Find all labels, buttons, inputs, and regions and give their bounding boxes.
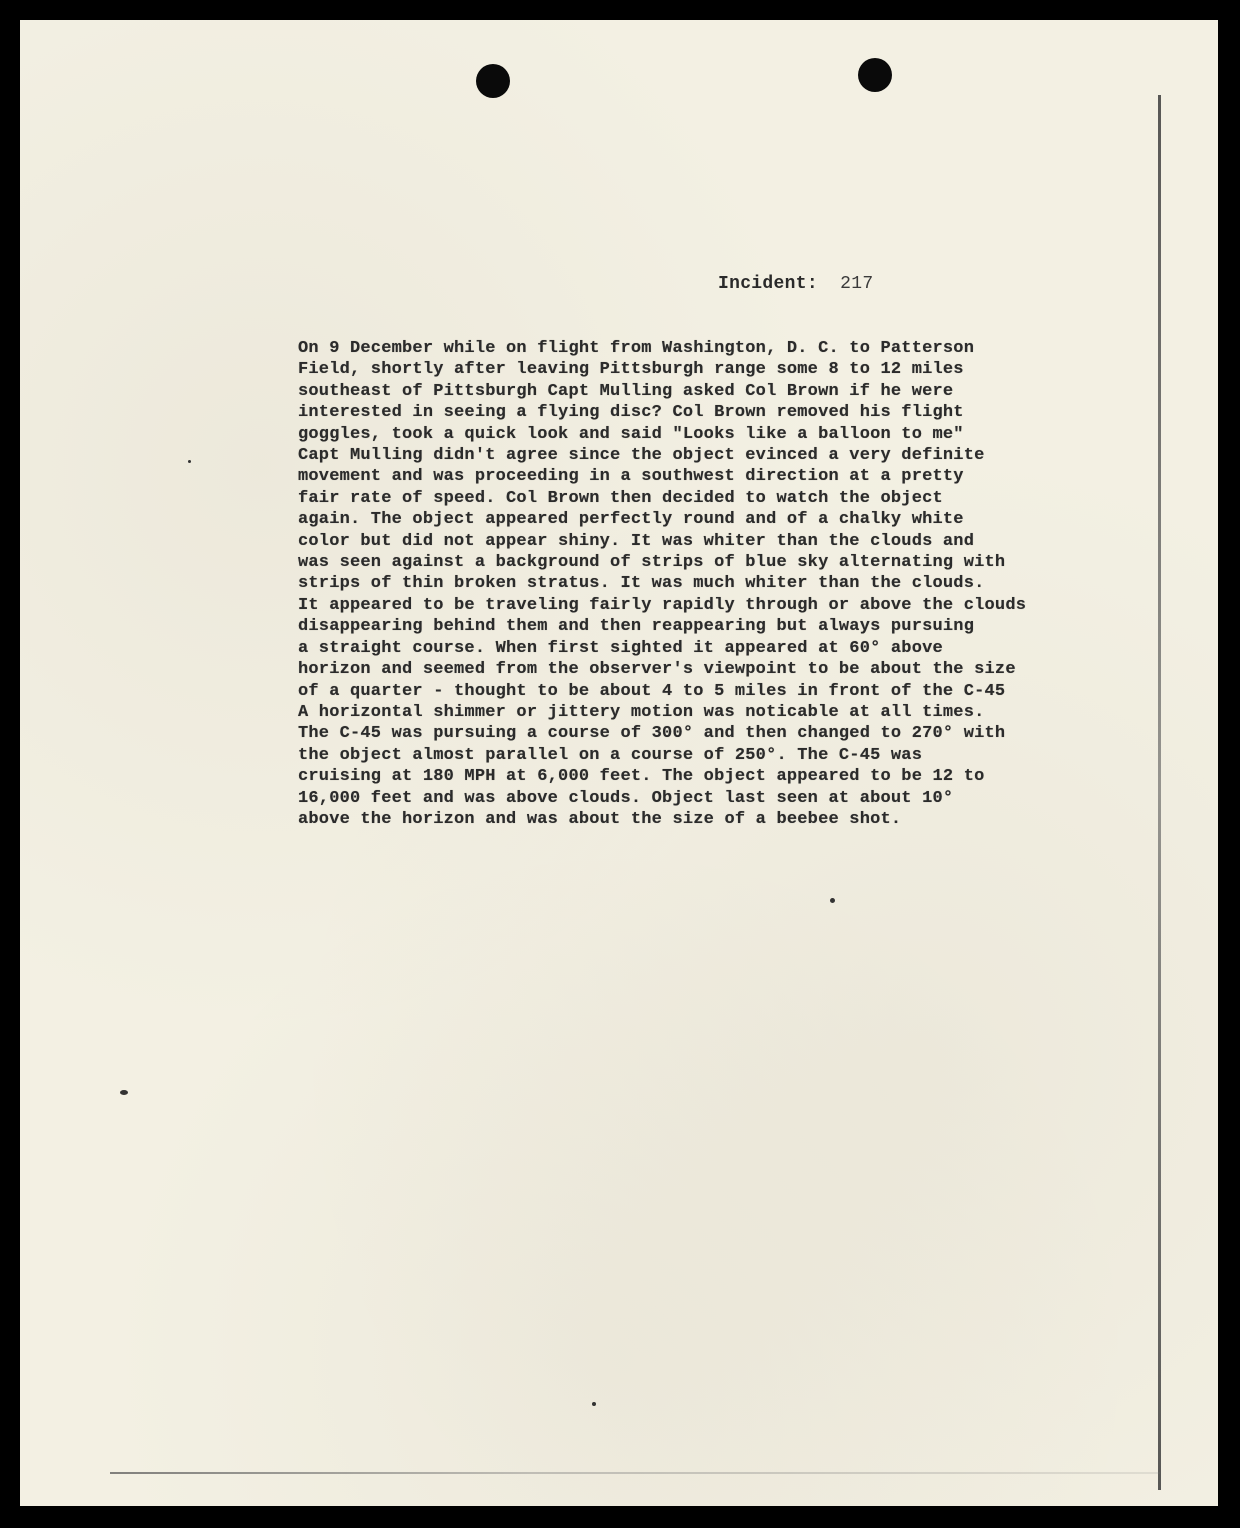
ink-speck — [830, 898, 835, 903]
report-line: Capt Mulling didn't agree since the object evinced a very definite — [298, 446, 985, 466]
incident-label: Incident: — [718, 274, 818, 294]
report-line: It appeared to be traveling fairly rapidly through or above the clouds — [298, 595, 1027, 615]
ink-speck — [592, 1402, 596, 1406]
report-line: the object almost parallel on a course of 250°. The C-45 was — [298, 745, 923, 765]
report-line: 16,000 feet and was above clouds. Object last seen at about 10° — [298, 788, 954, 808]
ink-speck — [188, 460, 191, 463]
document-page — [20, 20, 1218, 1506]
ink-speck — [120, 1090, 128, 1095]
report-line: Field, shortly after leaving Pittsburgh range some 8 to 12 miles — [298, 360, 964, 380]
incident-heading — [718, 274, 873, 294]
report-line: above the horizon and was about the size of a beebee shot. — [298, 809, 902, 829]
incident-report-body — [298, 338, 1078, 830]
report-line: a straight course. When first sighted it appeared at 60° above — [298, 638, 943, 658]
report-line: color but did not appear shiny. It was whiter than the clouds and — [298, 531, 975, 551]
report-line: strips of thin broken stratus. It was much whiter than the clouds. — [298, 574, 985, 594]
report-line: southeast of Pittsburgh Capt Mulling asked Col Brown if he were — [298, 381, 954, 401]
punch-hole-right — [858, 58, 892, 92]
report-line: movement and was proceeding in a southwest direction at a pretty — [298, 467, 964, 487]
report-line: horizon and seemed from the observer's viewpoint to be about the size — [298, 660, 1016, 680]
report-line: The C-45 was pursuing a course of 300° and then changed to 270° with — [298, 724, 1006, 744]
report-line: A horizontal shimmer or jittery motion was noticable at all times. — [298, 702, 985, 722]
report-line: of a quarter - thought to be about 4 to 5 miles in front of the C-45 — [298, 681, 1006, 701]
report-line: cruising at 180 MPH at 6,000 feet. The object appeared to be 12 to — [298, 767, 985, 787]
report-line: goggles, took a quick look and said "Looks like a balloon to me" — [298, 424, 964, 444]
incident-number: 217 — [840, 274, 874, 294]
report-line: interested in seeing a flying disc? Col Brown removed his flight — [298, 403, 964, 423]
page-edge-line-right — [1158, 95, 1161, 1490]
report-line: disappearing behind them and then reappearing but always pursuing — [298, 617, 975, 637]
report-line: was seen against a background of strips of blue sky alternating with — [298, 553, 1006, 573]
report-line: fair rate of speed. Col Brown then decided to watch the object — [298, 488, 943, 508]
report-line: On 9 December while on flight from Washington, D. C. to Patterson — [298, 339, 975, 358]
report-line: again. The object appeared perfectly round and of a chalky white — [298, 510, 964, 530]
page-edge-line-bottom — [110, 1472, 1160, 1474]
punch-hole-left — [476, 64, 510, 98]
